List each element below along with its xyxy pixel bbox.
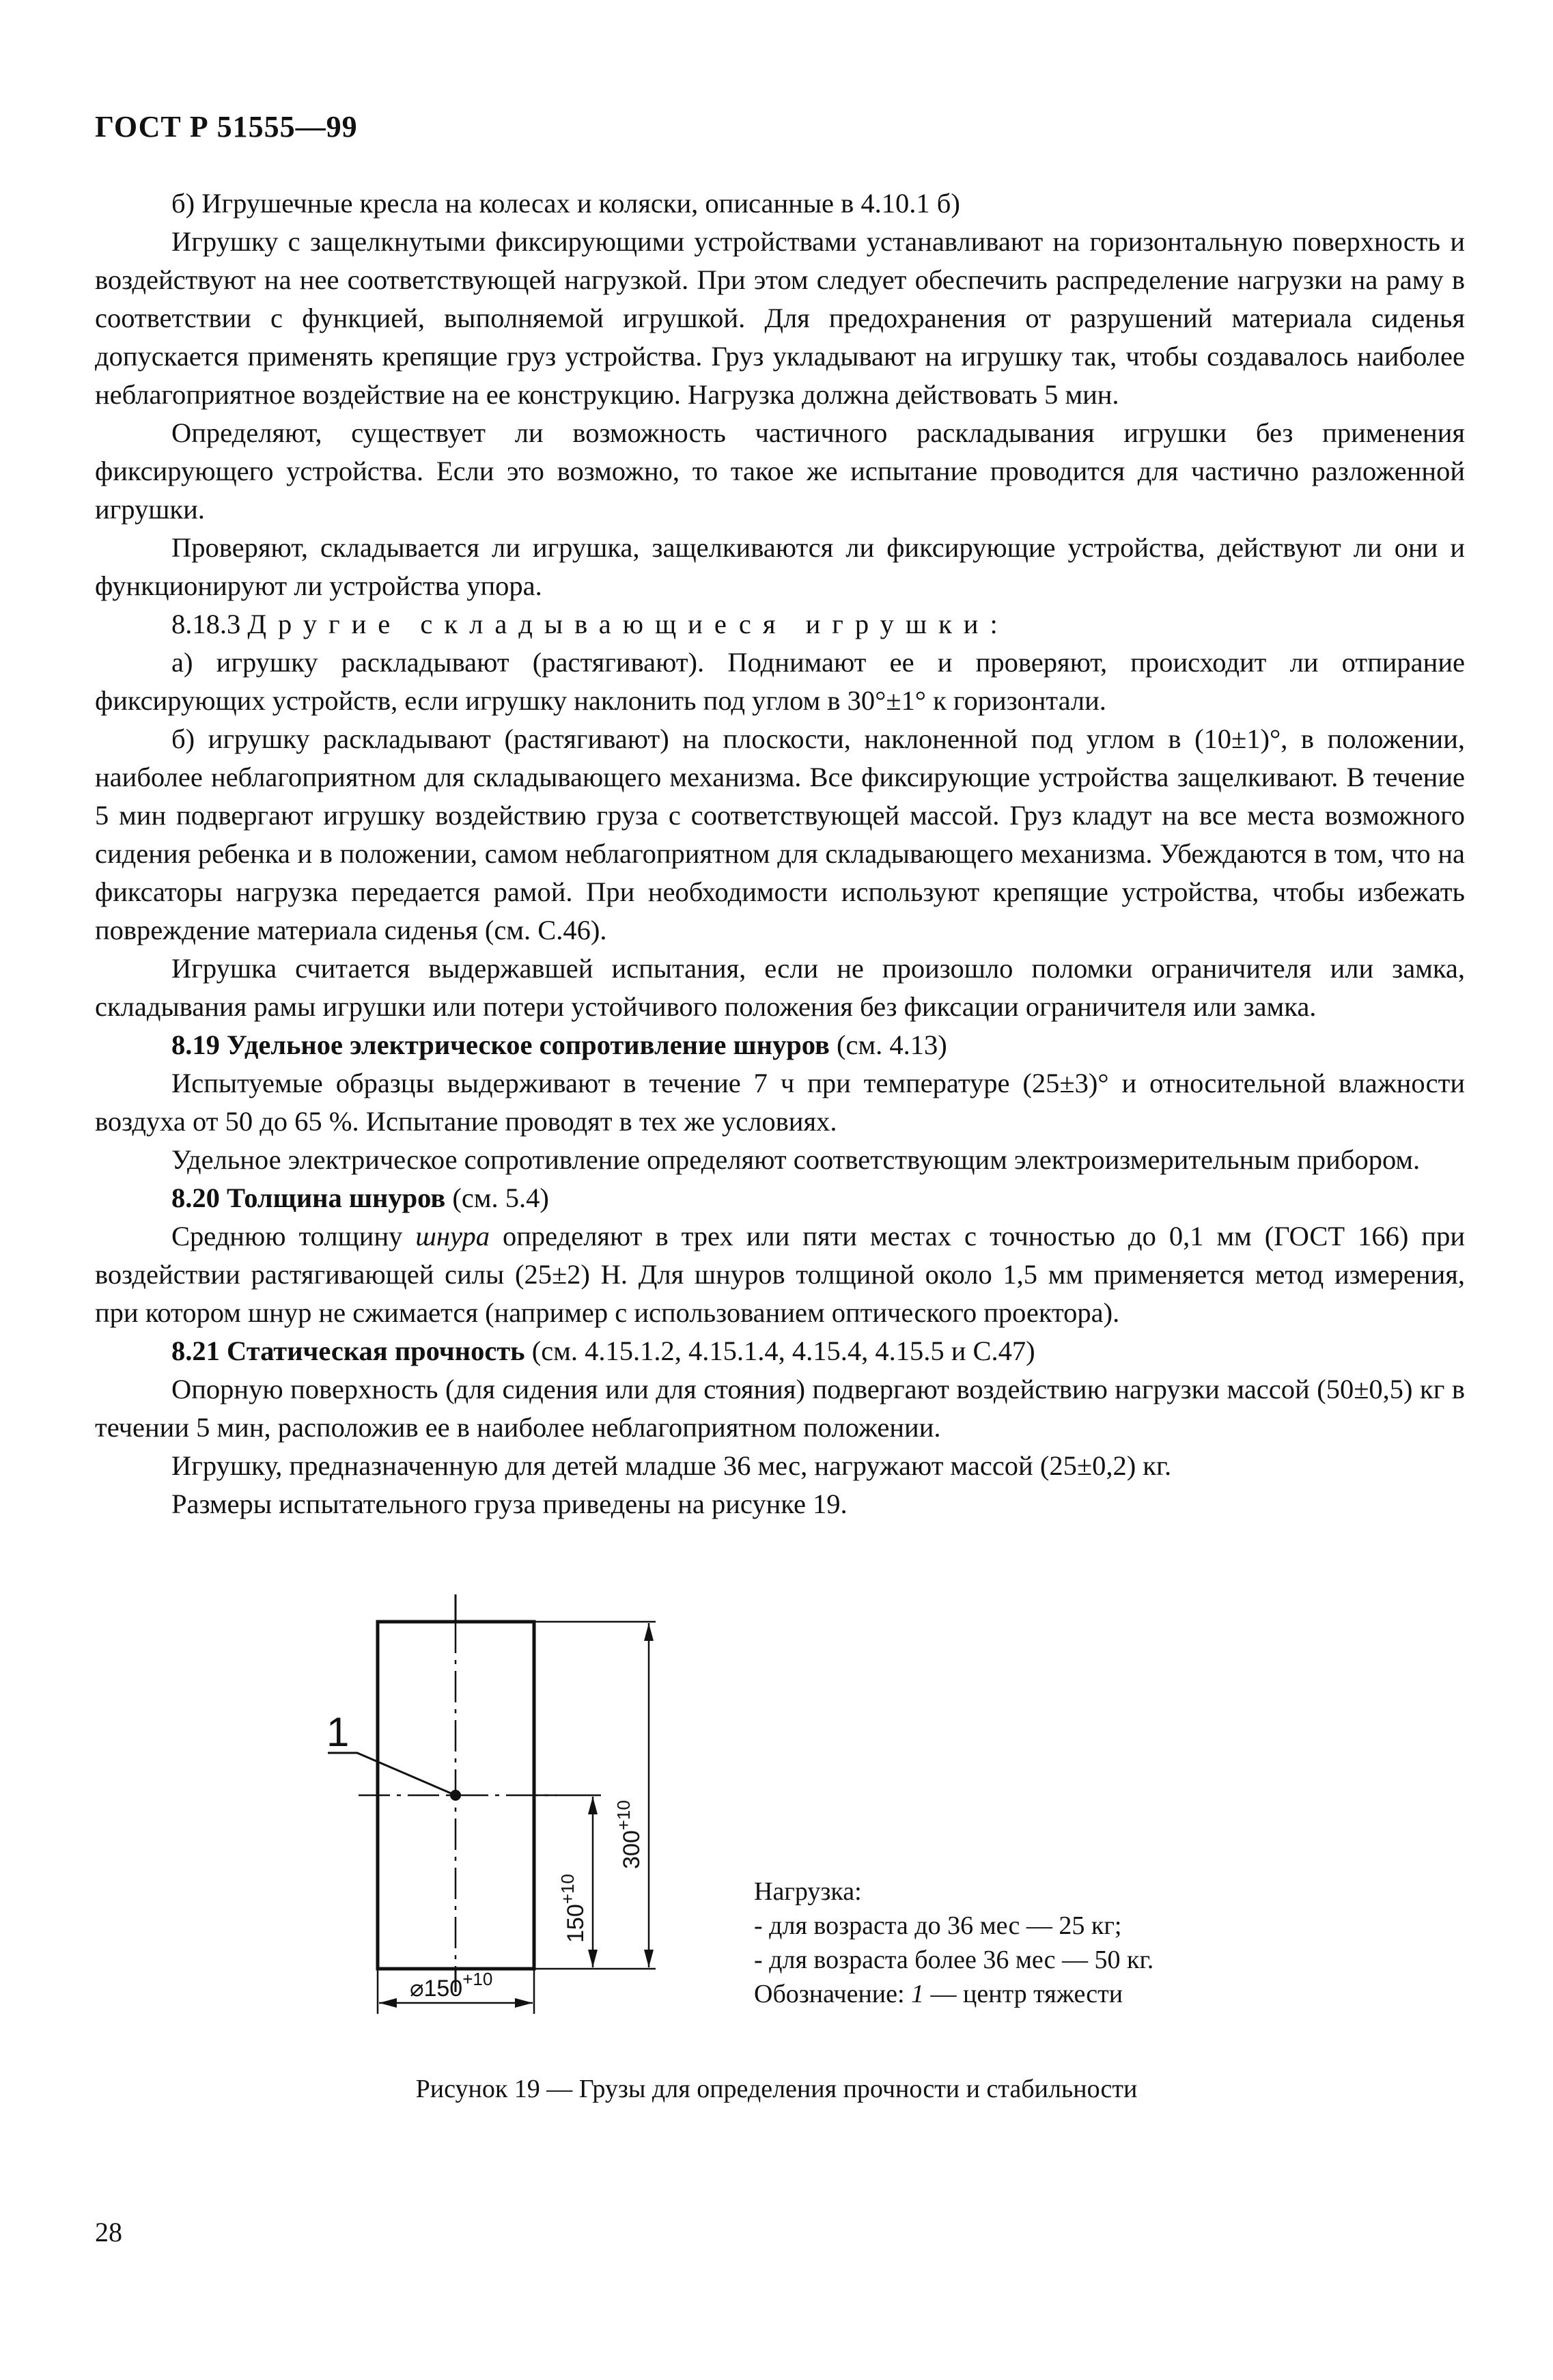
text-run: Среднюю толщину [171, 1221, 416, 1251]
section-ref: (см. 5.4) [445, 1182, 549, 1213]
document-header: ГОСТ Р 51555—99 [95, 110, 358, 143]
text-run: — центр тяжести [924, 1980, 1123, 2008]
legend-designation [754, 1977, 1153, 2011]
emphasis: 1 [911, 1980, 925, 2008]
section-ref: (см. 4.15.1.2, 4.15.1.4, 4.15.4, 4.15.5 и С.47) [524, 1336, 1035, 1366]
paragraph: Игрушка считается выдержавшей испытания, если не произошло поломки ограничителя или замка, складывания рамы игрушки или потери устойчивого положения без фиксации ограничителя или замка. [95, 953, 1465, 1022]
section-title: 8.21 Статическая прочность [171, 1336, 525, 1366]
emphasis: шнура [415, 1221, 490, 1251]
section-8-21 [95, 1332, 1465, 1370]
paragraph [95, 1217, 1465, 1332]
paragraph: Размеры испытательного груза приведены на рисунке 19. [171, 1489, 848, 1519]
legend-title: Нагрузка: [754, 1877, 862, 1906]
dim-value: 150 [563, 1904, 589, 1943]
section-8-20 [95, 1179, 1465, 1217]
paragraph: Опорную поверхность (для сидения или для стояния) подвергают воздействию нагрузки массой (50±0,5) кг в течении 5 мин, расположив ее в наиболее неблагоприятном положении. [95, 1374, 1465, 1443]
dimension-diameter-label [410, 1969, 492, 2002]
arrow-head [588, 1797, 598, 1814]
arrow-head [515, 1998, 533, 2008]
dim-tolerance: +10 [462, 1969, 493, 1989]
paragraph: б) игрушку раскладывают (растягивают) на плоскости, наклоненной под углом в (10±1)°, в положении, наиболее неблагоприятном для складывающего механизма. Все фиксирующие устройства защелкивают. В течение 5 мин подвергают игрушку воздействию груза с соответствующей массой. Груз кладут на все места возможного сидения ребенка и в положении, самом неблагоприятном для складывающего механизма. Убеждаются в том, что на фиксаторы нагрузка передается рамой. При необходимости используют крепящие устройства, чтобы избежать повреждение материала сиденья (см. С.46). [95, 723, 1465, 945]
dim-tolerance: +10 [613, 1800, 634, 1831]
paragraph: Игрушку с защелкнутыми фиксирующими устройствами устанавливают на горизонтальную поверхность и воздействуют на нее соответствующей нагрузкой. При этом следует обеспечить распределение нагрузки на раму в соответствии с функцией, выполняемой игрушкой. Для предохранения от разрушений материала сиденья допускается применять крепящие груз устройства. Груз укладывают на игрушку так, чтобы создавалось наиболее неблагоприятное воздействие на ее конструкцию. Нагрузка должна действовать 5 мин. [95, 226, 1465, 410]
paragraph: Испытуемые образцы выдерживают в течение 7 ч при температуре (25±3)° и относительной влажности воздуха от 50 до 65 %. Испытание проводят в тех же условиях. [95, 1068, 1465, 1137]
callout-label: 1 [326, 1709, 350, 1755]
dim-value: ⌀150 [410, 1976, 463, 2002]
section-8-18-3 [95, 605, 1465, 644]
section-number: 8.18.3 [171, 609, 241, 639]
figure-legend [754, 1874, 1153, 2011]
paragraph: Игрушку, предназначенную для детей младше 36 мес, нагружают массой (25±0,2) кг. [171, 1450, 1172, 1481]
paragraph: а) игрушку раскладывают (растягивают). Поднимают ее и проверяют, происходит ли отпирание фиксирующих устройств, если игрушку наклонить под углом в 30°±1° к горизонтали. [95, 647, 1465, 716]
paragraph: Удельное электрическое сопротивление определяют соответствующим электроизмерительным прибором. [171, 1144, 1421, 1175]
paragraph: Определяют, существует ли возможность частичного раскладывания игрушки без применения фиксирующего устройства. Если это возможно, то такое же испытание проводится для частично разложенной игрушки. [95, 417, 1465, 525]
arrow-head [644, 1950, 654, 1967]
text-run: определяют в трех или пяти местах с точностью до 0,1 мм (ГОСТ 166) при воздействии растягивающей силы (25±2) Н. Для шнуров толщиной около 1,5 мм применяется метод измерения, при котором шнур не сжимается (например с использованием оптического проектора). [95, 1221, 1466, 1328]
legend-line: - для возраста до 36 мес — 25 кг; [754, 1911, 1122, 1940]
dimension-height-label [613, 1800, 645, 1869]
body-text [95, 184, 1465, 1523]
dim-tolerance: +10 [557, 1874, 578, 1905]
section-title: 8.19 Удельное электрическое сопротивление шнуров [171, 1029, 830, 1060]
dimension-half-label [557, 1874, 589, 1943]
page-number: 28 [95, 2217, 122, 2247]
section-ref: (см. 4.13) [829, 1029, 947, 1060]
section-8-19 [95, 1026, 1465, 1064]
dim-value: 300 [619, 1830, 645, 1869]
callout-leader [328, 1753, 456, 1795]
section-title: Другие складывающиеся игрушки: [247, 609, 1009, 639]
arrow-head [588, 1950, 598, 1967]
center-of-gravity-mark [450, 1790, 461, 1801]
legend-line: - для возраста более 36 мес — 50 кг. [754, 1946, 1154, 1974]
figure-19-drawing [300, 1592, 683, 2043]
paragraph: Проверяют, складывается ли игрушка, защелкиваются ли фиксирующие устройства, действуют ли они и функционируют ли устройства упора. [95, 532, 1465, 601]
text-run: Обозначение: [754, 1980, 912, 2008]
figure-caption: Рисунок 19 — Грузы для определения прочности и стабильности [415, 2075, 1138, 2103]
paragraph: б) Игрушечные кресла на колесах и коляски, описанные в 4.10.1 б) [171, 188, 960, 219]
section-title: 8.20 Толщина шнуров [171, 1182, 446, 1213]
arrow-head [379, 1998, 397, 2008]
arrow-head [644, 1623, 654, 1641]
